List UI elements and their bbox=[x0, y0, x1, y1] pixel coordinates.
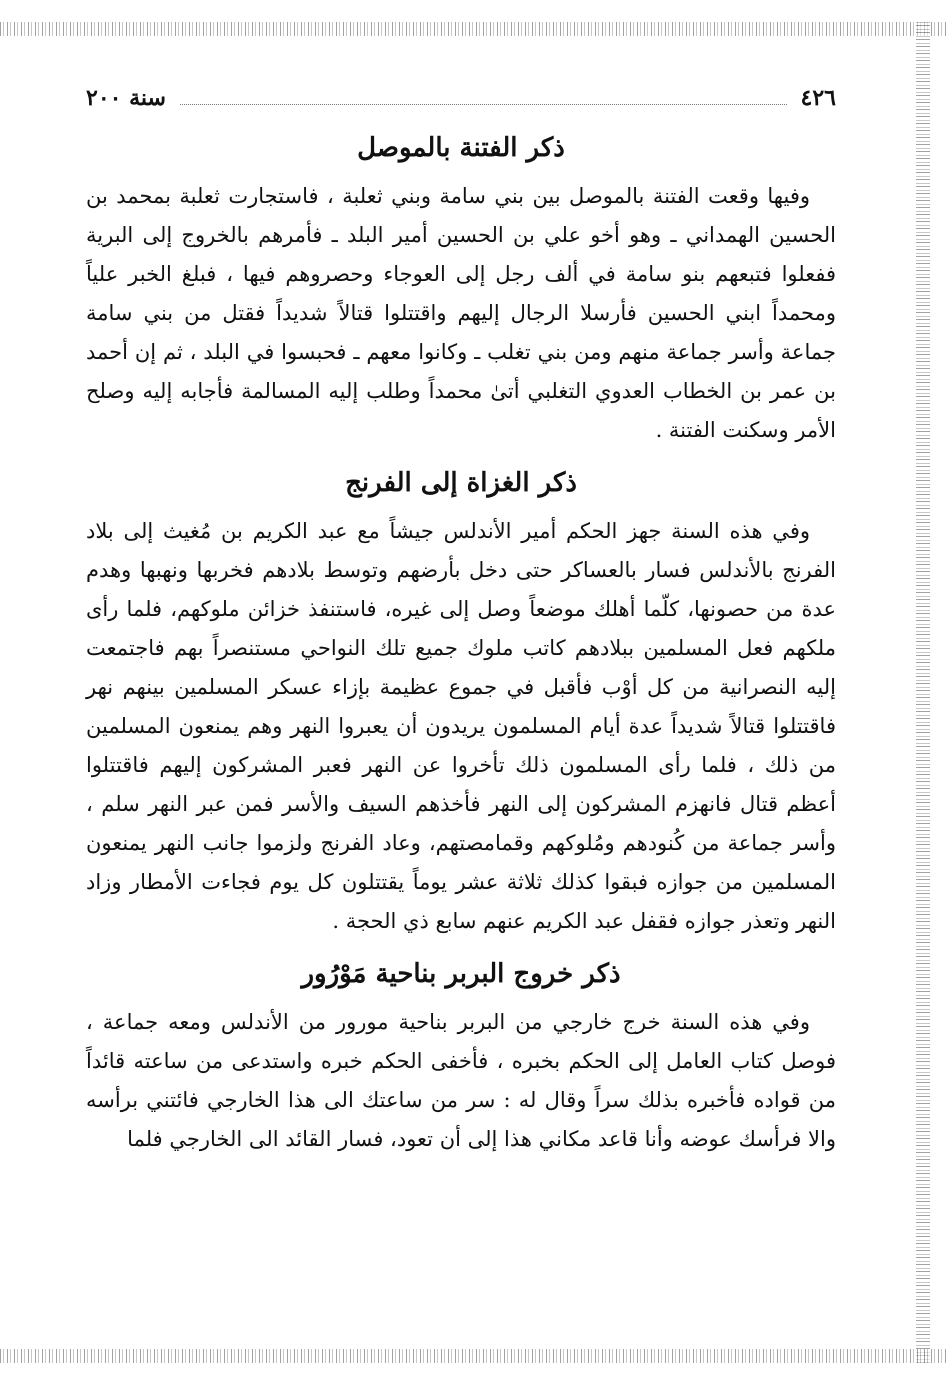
section-body: وفي هذه السنة جهز الحكم أمير الأندلس جيشاً مع عبد الكريم بن مُغيث إلى بلاد الفرنج بالأندلس فسار بالعساكر حتى دخل بأرضهم وتوسط بلادهم فخربها ونهبها وهدم عدة من حصونها، كلّما أهلك موضعاً وصل إلى غيره، فاستنفذ خزائن ملوكهم، فلما رأى ملكهم فعل المسلمين ببلادهم كاتب ملوك جميع تلك النواحي مستنصراً بهم فاجتمعت إليه النصرانية من كل أوْب فأقبل في جموع عظيمة بإزاء عسكر المسلمين بينهم نهر فاقتتلوا قتالاً شديداً عدة أيام المسلمون يريدون أن يعبروا النهر وهم يمنعون المسلمين من ذلك ، فلما رأى المسلمون ذلك تأخروا عن النهر فعبر المشركون إليهم فاقتتلوا أعظم قتال فانهزم المشركون إلى النهر فأخذهم السيف والأسر فمن عبر النهر سلم ، وأسر جماعة من كُنودهم ومُلوكهم وقمامصتهم، وعاد الفرنج ولزموا جانب النهر يمنعون المسلمين من جوازه فبقوا كذلك ثلاثة عشر يوماً يقتتلون كل يوم فجاءت الأمطار وزاد النهر وتعذر جوازه فقفل عبد الكريم عنهم سابع ذي الحجة . bbox=[86, 519, 836, 933]
section-heading: ذكر خروج البربر بناحية مَوْرُور bbox=[301, 959, 621, 989]
page-border-bottom bbox=[0, 1349, 946, 1363]
section bbox=[86, 468, 836, 941]
section-body: وفيها وقعت الفتنة بالموصل بين بني سامة وبني ثعلبة ، فاستجارت ثعلبة بمحمد بن الحسين الهمداني ـ وهو أخو علي بن الحسين أمير البلد ـ فأمرهم بالخروج إلى البرية ففعلوا فتبعهم بنو سامة في ألف رجل إلى العوجاء وحصروهم فيها ، فبلغ الخبر علياً ومحمداً ابني الحسين فأرسلا الرجال إليهم واقتتلوا قتالاً شديداً فقتل من بني سامة جماعة وأسر جماعة منهم ومن بني تغلب ـ وكانوا معهم ـ فحبسوا في البلد ، ثم إن أحمد بن عمر بن الخطاب العدوي التغلبي أتىٰ محمداً وطلب إليه المسالمة فأجابه إليه وصلح الأمر وسكنت الفتنة . bbox=[86, 184, 836, 442]
section-body: وفي هذه السنة خرج خارجي من البربر بناحية مورور من الأندلس ومعه جماعة ، فوصل كتاب العامل إلى الحكم بخبره ، فأخفى الحكم خبره واستدعى من ساعته قائداً من قواده فأخبره بذلك سراً وقال له : سر من ساعتك الى هذا الخارجي فائتني برأسه والا فرأسك عوضه وأنا قاعد مكاني هذا إلى أن تعود، فسار القائد الى الخارجي فلما bbox=[86, 1010, 836, 1151]
section bbox=[86, 133, 836, 450]
book-page bbox=[86, 85, 836, 1159]
page-border-right bbox=[916, 22, 930, 1363]
page-border-top bbox=[0, 22, 946, 36]
section-heading: ذكر الغزاة إلى الفرنج bbox=[345, 468, 577, 498]
section-heading: ذكر الفتنة بالموصل bbox=[357, 133, 565, 163]
section bbox=[86, 959, 836, 1159]
year-label: سنة ٢٠٠ bbox=[86, 85, 166, 111]
header-dotted-rule bbox=[180, 90, 787, 105]
running-header bbox=[86, 85, 836, 111]
page-number: ٤٢٦ bbox=[800, 85, 836, 111]
